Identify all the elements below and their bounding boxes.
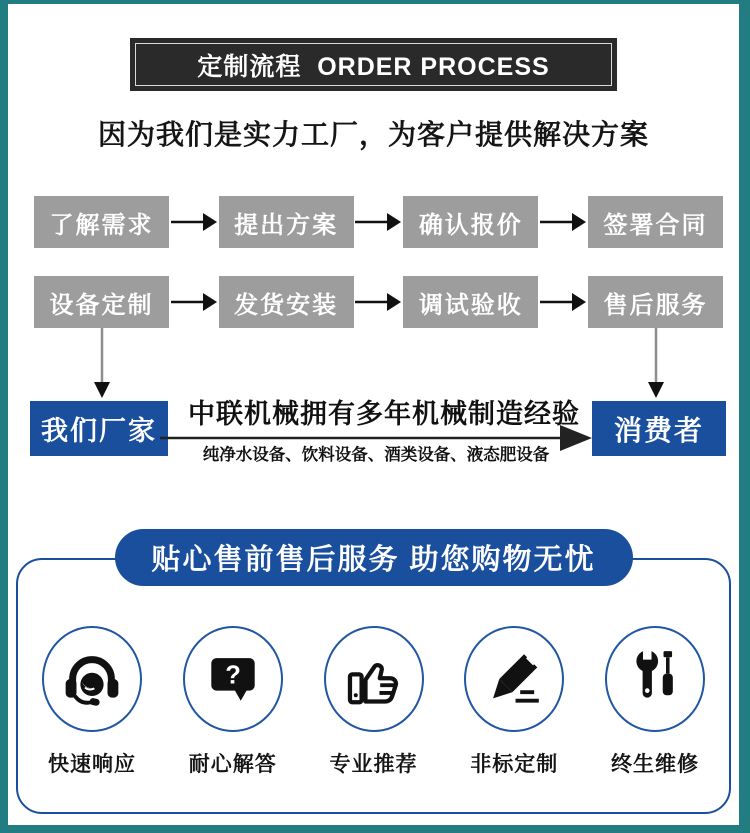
infographic-page	[8, 4, 739, 825]
right-arrow-icon	[355, 211, 401, 233]
service-label: 非标定制	[470, 753, 559, 776]
down-arrow-icon	[91, 328, 113, 404]
factory-box: 我们厂家	[30, 401, 168, 456]
equipment-list: 纯净水设备、饮料设备、酒类设备、液态肥设备	[202, 446, 550, 464]
headset-icon	[42, 626, 142, 732]
right-arrow-icon	[171, 211, 217, 233]
step-box: 售后服务	[588, 276, 723, 328]
service-section	[16, 544, 731, 814]
service-item-patient-answers	[183, 626, 283, 778]
question-glyph: ?	[224, 661, 241, 690]
right-arrow-icon	[355, 291, 401, 313]
service-label: 耐心解答	[188, 753, 277, 776]
service-item-fast-response	[42, 626, 142, 778]
tools-icon	[605, 626, 705, 732]
experience-headline: 中联机械拥有多年机械制造经验	[188, 399, 580, 429]
factory-consumer-band	[8, 399, 739, 466]
step-box: 了解需求	[34, 196, 169, 248]
down-arrow-icon	[645, 328, 667, 404]
right-arrow-icon	[171, 291, 217, 313]
step-box: 签署合同	[588, 196, 723, 248]
service-items	[18, 560, 729, 778]
right-arrow-icon	[540, 211, 586, 233]
order-process-banner	[130, 38, 617, 91]
step-box: 调试验收	[403, 276, 538, 328]
service-item-custom-design	[464, 626, 564, 778]
service-label: 专业推荐	[329, 753, 418, 776]
service-item-pro-recommendation	[324, 626, 424, 778]
question-bubble-icon	[183, 626, 283, 732]
step-box: 设备定制	[34, 276, 169, 328]
step-box: 发货安装	[219, 276, 354, 328]
thumbs-up-icon	[324, 626, 424, 732]
factory-subtitle: 因为我们是实力工厂，为客户提供解决方案	[97, 119, 649, 150]
order-process-banner-title: 定制流程 ORDER PROCESS	[135, 43, 612, 86]
step-box: 提出方案	[219, 196, 354, 248]
service-label: 终生维修	[611, 753, 699, 776]
pencil-icon	[464, 626, 564, 732]
service-section-title: 贴心售前售后服务 助您购物无忧	[115, 529, 633, 586]
right-arrow-icon	[540, 291, 586, 313]
service-item-lifetime-repair	[605, 626, 705, 778]
process-row-1	[8, 196, 739, 248]
step-box: 确认报价	[403, 196, 538, 248]
service-label: 快速响应	[48, 753, 136, 776]
consumer-box: 消费者	[592, 401, 726, 456]
connector-zone	[8, 328, 739, 399]
process-row-2	[8, 276, 739, 328]
